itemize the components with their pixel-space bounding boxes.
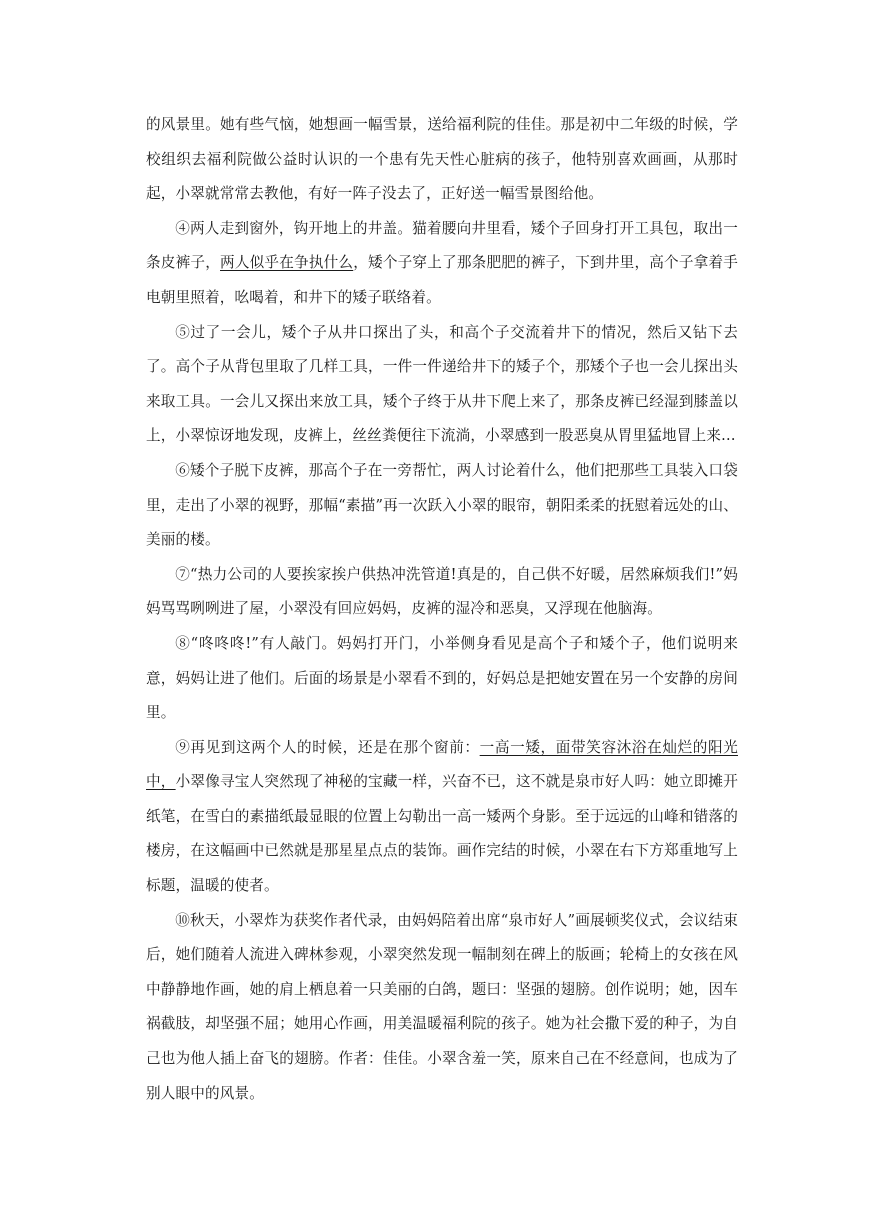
paragraph-4 — [146, 212, 738, 316]
text-run: ，矮个子穿上了那条肥肥的裤子，下到井里，高个子拿着手电朝里照着，吆喝着，和井下的矮子联络着。 — [146, 254, 738, 306]
text-run: ⑦“热力公司的人要挨家挨户供热冲洗管道!真是的，自己供不好暖，居然麻烦我们!”妈妈骂骂咧咧进了屋，小翠没有回应妈妈，皮裤的湿冷和恶臭，又浮现在他脑海。 — [146, 565, 738, 618]
paragraph-9 — [146, 731, 738, 904]
underlined-text-run: 两人似乎在争执什么 — [220, 254, 354, 272]
text-run: ⑨再见到这两个人的时候，还是在那个窗前： — [175, 738, 480, 756]
text-run: ⑧“咚咚咚!”有人敲门。妈妈打开门，小举侧身看见是高个子和矮个子，他们说明来意，妈妈让进了他们。后面的场景是小翠看不到的，好妈总是把她安置在另一个安静的房间里。 — [146, 634, 738, 722]
paragraph-10 — [146, 904, 738, 1112]
paragraph-5 — [146, 316, 738, 454]
text-run: ⑤过了一会儿，矮个子从井口探出了头，和高个子交流着井下的情况，然后又钻下去了。高个子从背包里取了几样工具，一件一件递给井下的矮子个，那矮个子也一会儿探出头来取工具。一会儿又探出来放工具，矮个子终于从井下爬上来了，那条皮裤已经湿到膝盖以上，小翠惊讶地发现，皮裤上，丝丝粪便往下流淌，小翠感到一股恶臭从胃里猛地冒上来… — [146, 323, 738, 445]
text-run: ④两人走到窗外，钩开地上的井盖。猫着腰向井里看，矮个子回身打开工具包，取出一条皮裤子， — [146, 219, 738, 272]
paragraph-7 — [146, 558, 738, 627]
underlined-text-run: 一高一矮，面带笑容沐浴在灿烂的阳光中， — [146, 738, 738, 791]
paragraph-continued — [146, 108, 738, 212]
document-body — [146, 108, 738, 1111]
paragraph-6 — [146, 454, 738, 558]
text-run: 小翠像寻宝人突然现了神秘的宝藏一样，兴奋不已，这不就是泉市好人吗：她立即摊开纸笔，在雪白的素描纸最显眼的位置上勾勒出一高一矮两个身影。至于远远的山峰和错落的楼房，在这幅画中已然就是那星星点点的装饰。画作完结的时候，小翠在右下方郑重地写上标题，温暖的使者。 — [146, 773, 738, 895]
text-run: ⑥矮个子脱下皮裤，那高个子在一旁帮忙，两人讨论着什么，他们把那些工具装入口袋里，走出了小翠的视野，那幅“素描”再一次跃入小翠的眼帘，朝阳柔柔的抚慰着远处的山、美丽的楼。 — [146, 461, 738, 549]
text-run: 的风景里。她有些气恼，她想画一幅雪景，送给福利院的佳佳。那是初中二年级的时候，学校组织去福利院做公益时认识的一个患有先天性心脏病的孩子，他特别喜欢画画，从那时起，小翠就常常去教他，有好一阵子没去了，正好送一幅雪景图给他。 — [146, 116, 738, 203]
text-run: ⑩秋天，小翠炸为获奖作者代录，由妈妈陪着出席“泉市好人”画展顿奖仪式，会议结束后，她们随着人流进入碑林参观，小翠突然发现一幅制刻在碑上的版画；轮椅上的女孩在风中静静地作画，她的肩上栖息着一只美丽的白鸽，题曰：坚强的翅膀。创作说明；她，因车祸截肢，却坚强不屈；她用心作画，用美温暖福利院的孩子。她为社会撒下爱的种子，为自己也为他人插上奋飞的翅膀。作者：佳佳。小翠含羞一笑，原来自己在不经意间，也成为了别人眼中的风景。 — [146, 911, 738, 1102]
paragraph-8 — [146, 627, 738, 731]
